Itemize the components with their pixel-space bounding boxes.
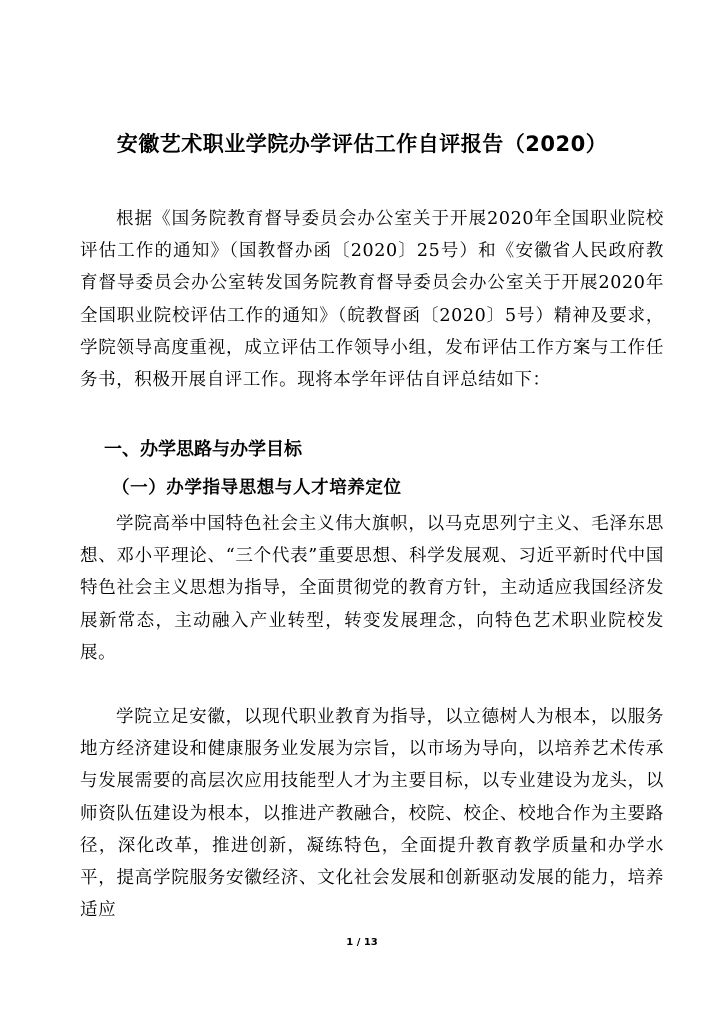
intro-paragraph: 根据《国务院教育督导委员会办公室关于开展2020年全国职业院校评估工作的通知》（国教督办函〔2020〕25号）和《安徽省人民政府教育督导委员会办公室转发国务院教育督导委员会办公室关于开展2020年全国职业院校评估工作的通知》（皖教督函〔2020〕5号）精神及要求，学院领导高度重视，成立评估工作领导小组，发布评估工作方案与工作任务书，积极开展自评工作。现将本学年评估自评总结如下： xyxy=(80,209,664,391)
section-heading: 一、办学思路与办学目标 xyxy=(104,439,302,460)
subsection-heading: （一）办学指导思想与人才培养定位 xyxy=(112,478,402,498)
positioning-paragraph: 学院立足安徽，以现代职业教育为指导，以立德树人为根本，以服务地方经济建设和健康服务业发展为宗旨，以市场为导向，以培养艺术传承与发展需要的高层次应用技能型人才为主要目标，以专业建设为龙头，以师资队伍建设为根本，以推进产教融合，校院、校企、校地合作为主要路径，深化改革，推进创新，凝练特色，全面提升教育教学质量和办学水平，提高学院服务安徽经济、文化社会发展和创新驱动发展的能力，培养适应 xyxy=(80,707,664,921)
page-number: 1 / 13 xyxy=(346,937,378,948)
guiding-ideology-paragraph: 学院高举中国特色社会主义伟大旗帜，以马克思列宁主义、毛泽东思想、邓小平理论、“三个代表”重要思想、科学发展观、习近平新时代中国特色社会主义思想为指导，全面贯彻党的教育方针，主动适应我国经济发展新常态，主动融入产业转型，转变发展理念，向特色艺术职业院校发展。 xyxy=(80,514,664,663)
document-title: 安徽艺术职业学院办学评估工作自评报告（2020） xyxy=(116,132,608,156)
